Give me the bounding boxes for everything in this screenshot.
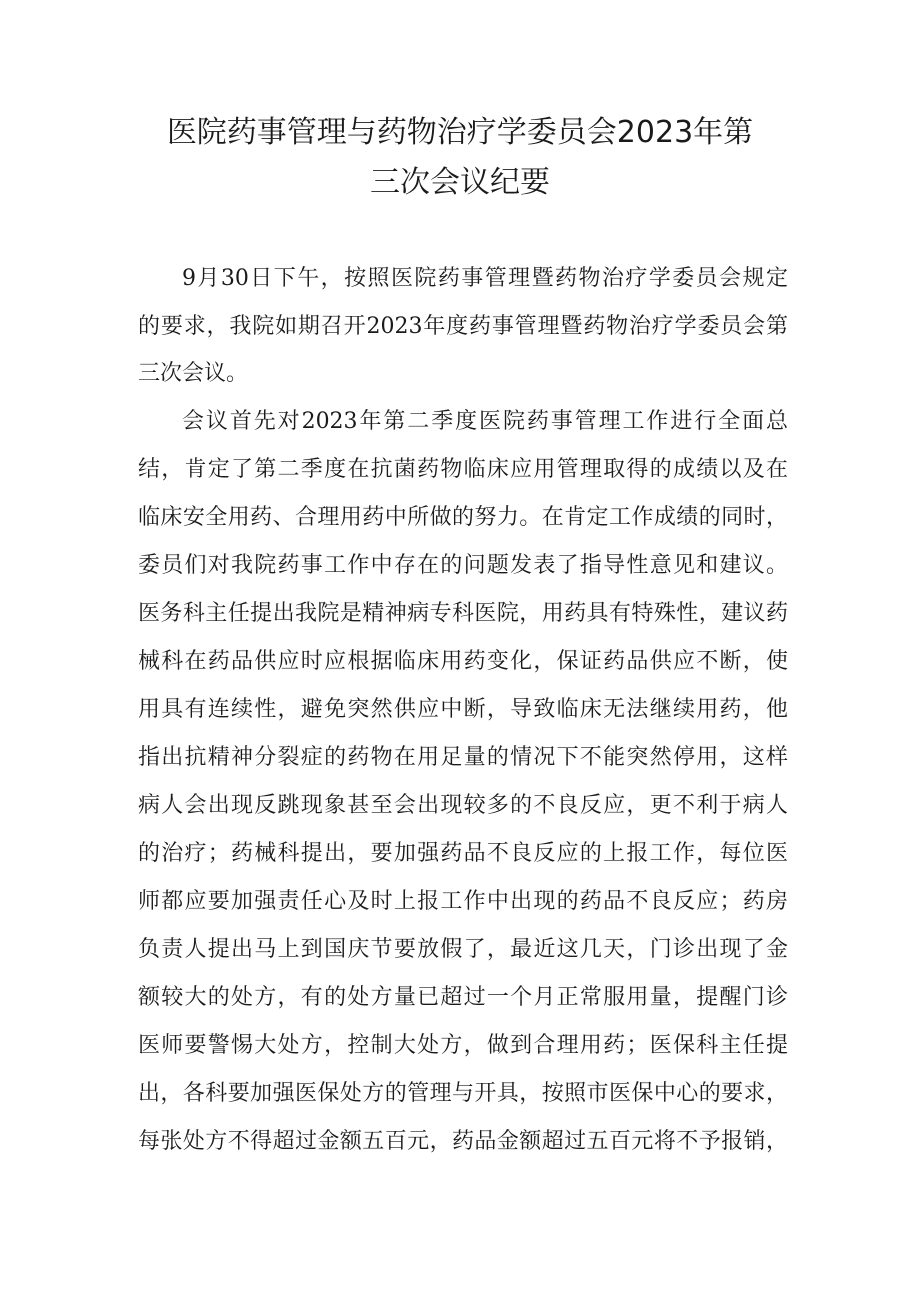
paragraph-2-line: 械科在药品供应时应根据临床用药变化，保证药品供应不断，使 [138, 649, 788, 674]
paragraph-2-line: 指出抗精神分裂症的药物在用足量的情况下不能突然停用，这样 [138, 745, 788, 770]
document-title-line-2: 三次会议纪要 [370, 165, 550, 200]
paragraph-2-line: 临床安全用药、合理用药中所做的努力。在肯定工作成绩的同时， [138, 505, 788, 530]
paragraph-1-line: 9月30日下午，按照医院药事管理暨药物治疗学委员会规定 [182, 266, 788, 291]
paragraph-2-line: 师都应要加强责任心及时上报工作中出现的药品不良反应；药房 [138, 889, 788, 914]
paragraph-2-line: 医师要警惕大处方，控制大处方，做到合理用药；医保科主任提 [138, 1033, 788, 1058]
paragraph-1-line: 的要求，我院如期召开2023年度药事管理暨药物治疗学委员会第 [138, 314, 788, 339]
paragraph-2-line: 用具有连续性，避免突然供应中断，导致临床无法继续用药，他 [138, 697, 788, 722]
paragraph-2-line: 医务科主任提出我院是精神病专科医院，用药具有特殊性，建议药 [138, 601, 788, 626]
paragraph-2-line: 委员们对我院药事工作中存在的问题发表了指导性意见和建议。 [138, 553, 788, 578]
document-title-line-1: 医院药事管理与药物治疗学委员会2023年第 [166, 115, 754, 150]
paragraph-1-line: 三次会议。 [138, 361, 249, 386]
paragraph-2-line: 负责人提出马上到国庆节要放假了，最近这几天，门诊出现了金 [138, 937, 788, 962]
paragraph-2-line: 额较大的处方，有的处方量已超过一个月正常服用量，提醒门诊 [138, 985, 788, 1010]
paragraph-2-line: 的治疗；药械科提出，要加强药品不良反应的上报工作，每位医 [138, 841, 788, 866]
paragraph-2-line: 病人会出现反跳现象甚至会出现较多的不良反应，更不利于病人 [138, 793, 788, 818]
paragraph-2-line: 每张处方不得超过金额五百元，药品金额超过五百元将不予报销， [138, 1129, 788, 1154]
paragraph-2-line: 会议首先对2023年第二季度医院药事管理工作进行全面总 [182, 409, 788, 434]
paragraph-2-line: 出，各科要加强医保处方的管理与开具，按照市医保中心的要求， [138, 1081, 788, 1106]
paragraph-2-line: 结，肯定了第二季度在抗菌药物临床应用管理取得的成绩以及在 [138, 457, 788, 482]
